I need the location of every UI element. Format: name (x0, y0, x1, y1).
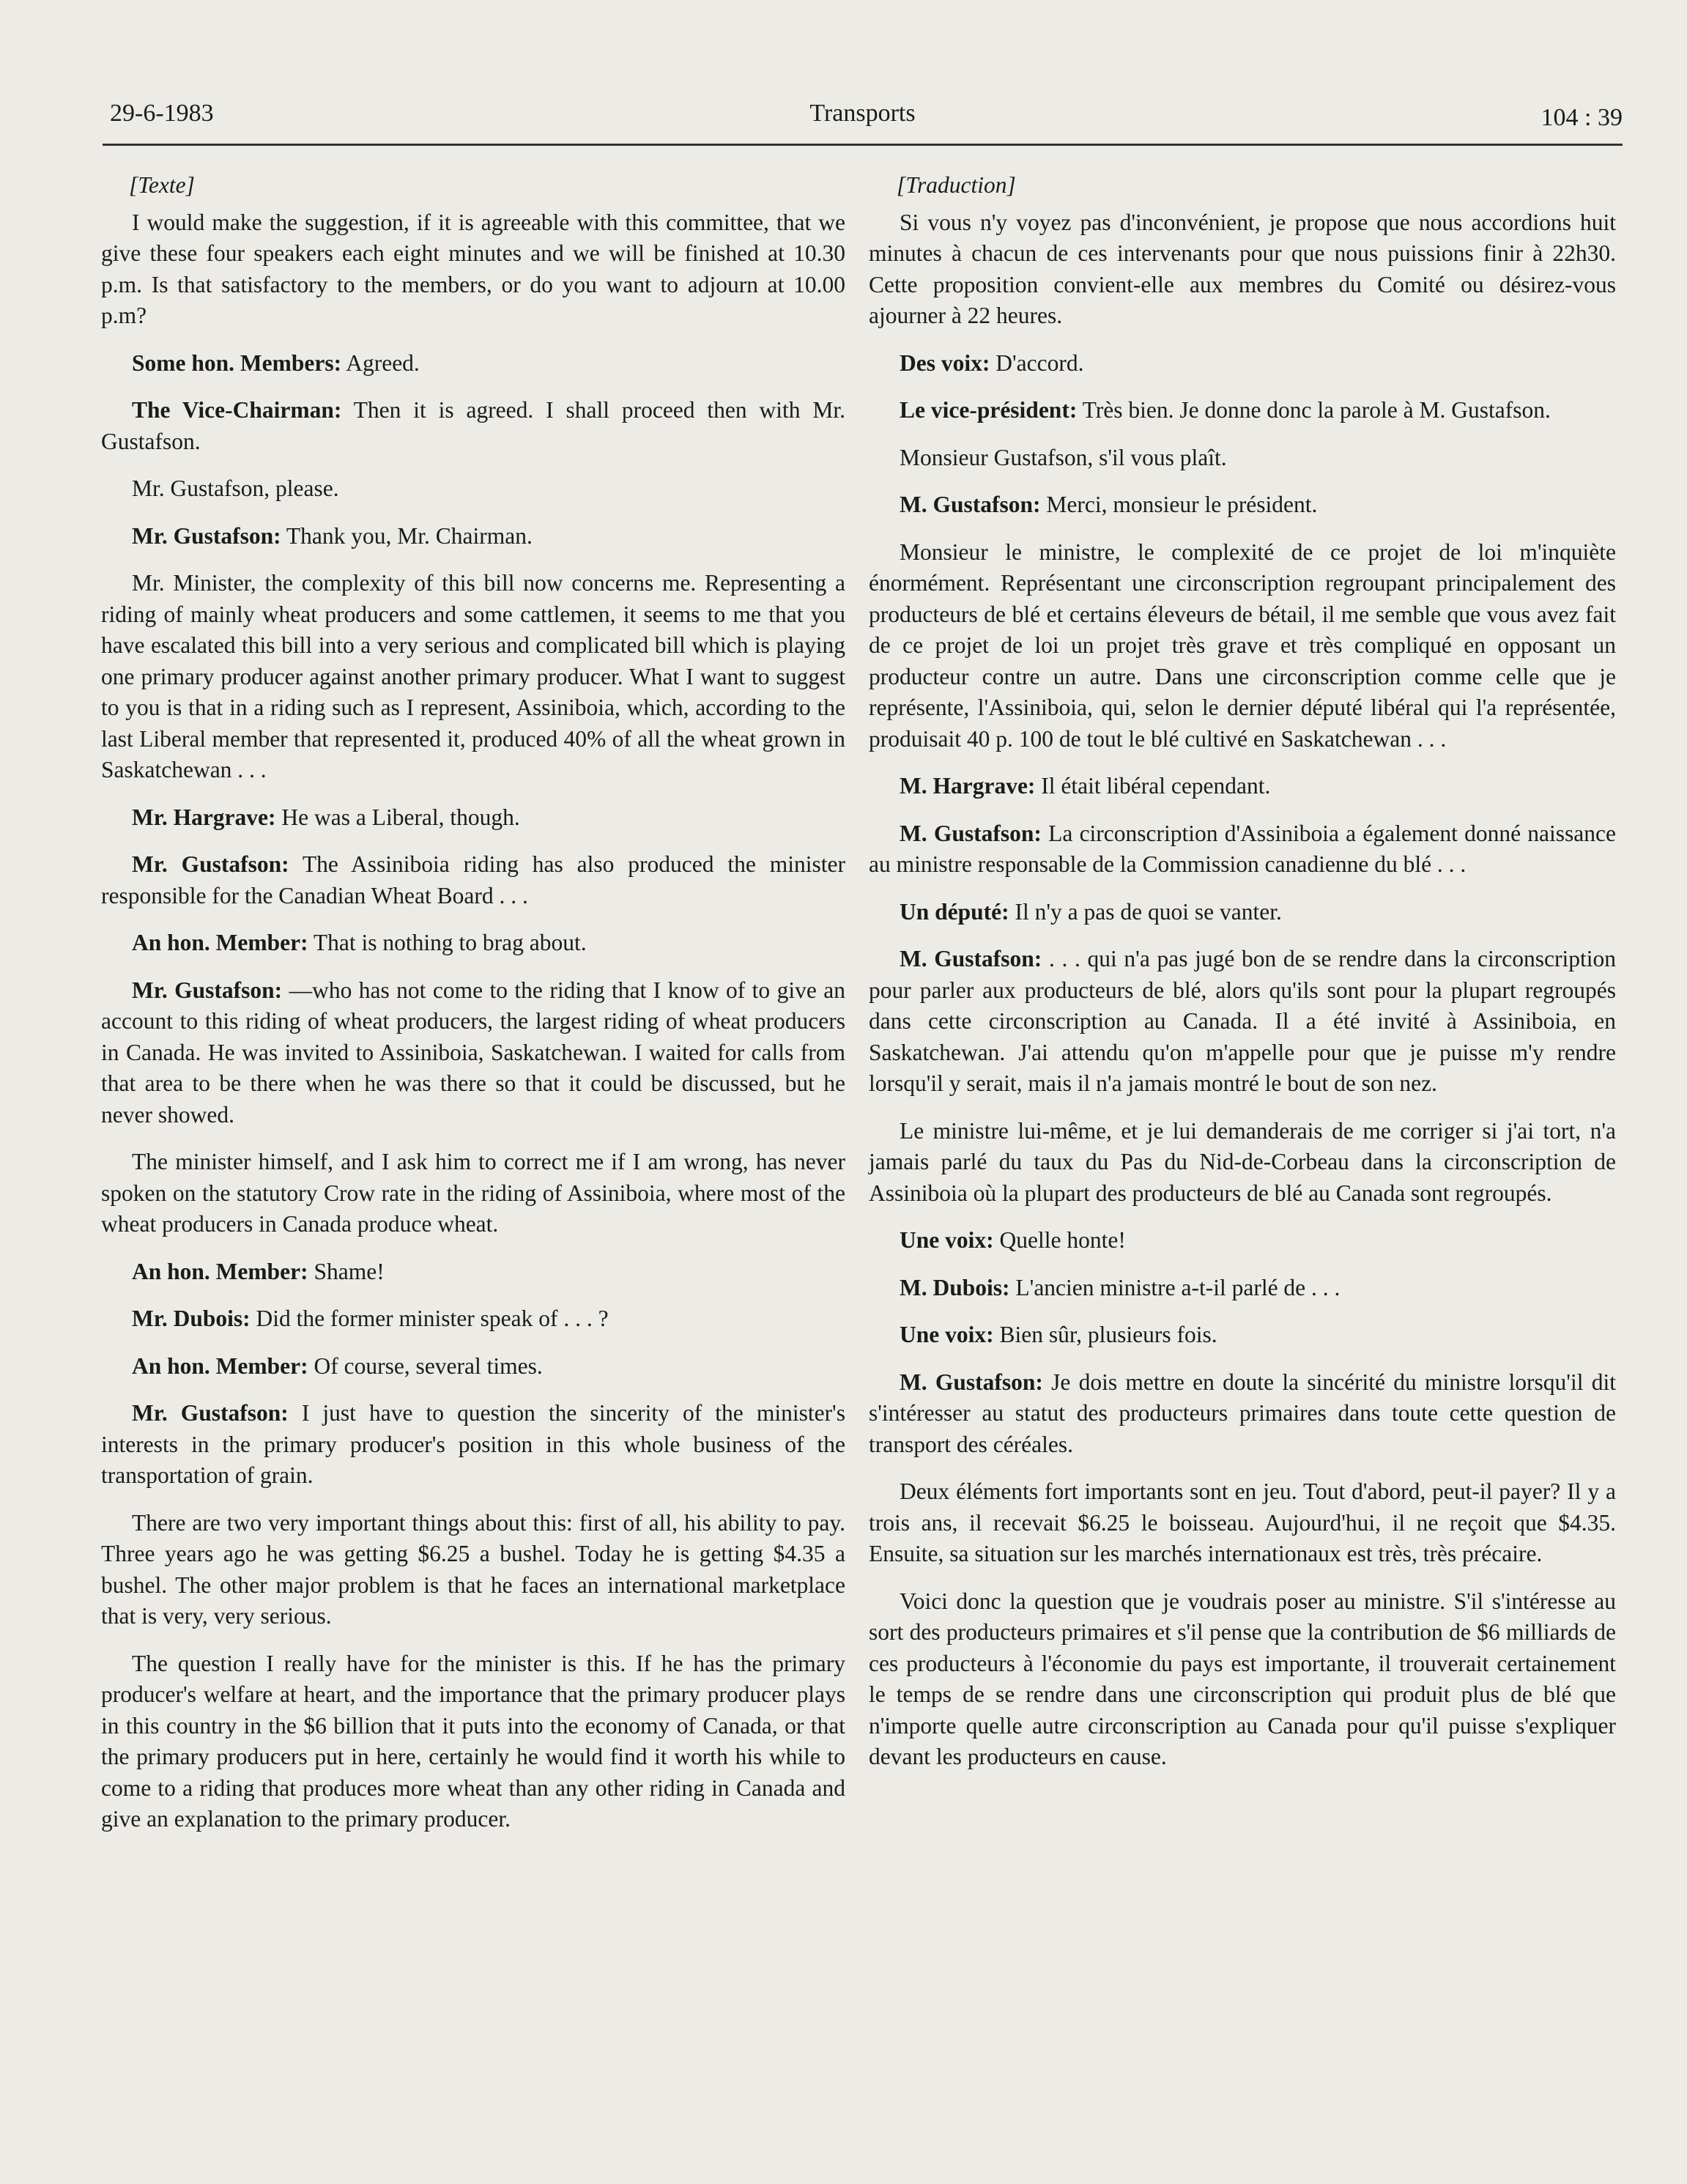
paragraph (869, 348, 1616, 380)
paragraph (869, 944, 1616, 1100)
paragraph-text: Il n'y a pas de quoi se vanter. (1009, 898, 1282, 925)
paragraph (869, 1116, 1616, 1210)
paragraph-text: The minister himself, and I ask him to correct me if I am wrong, has never spoken on the statutory Crow rate in the riding of Assiniboia, where most of the wheat producers in Canada produce wheat. (101, 1149, 845, 1237)
paragraph (869, 1319, 1616, 1351)
paragraph (869, 1273, 1616, 1304)
paragraph (101, 802, 845, 834)
speaker-name: Mr. Hargrave: (132, 804, 276, 830)
paragraph-text: That is nothing to brag about. (308, 930, 587, 955)
paragraph (101, 975, 845, 1131)
paragraph (101, 1351, 845, 1382)
paragraph (869, 1586, 1616, 1773)
speaker-name: Mr. Gustafson: (132, 977, 283, 1003)
speaker-name: Une voix: (900, 1227, 994, 1253)
paragraph (101, 521, 845, 552)
paragraph-text: Je dois mettre en doute la sincérité du ministre lorsqu'il dit s'intéresser au statut des producteurs primaires dans toute cette question de transport des céréales. (869, 1369, 1616, 1457)
header-date: 29-6-1983 (110, 100, 214, 127)
speaker-name: M. Dubois: (900, 1274, 1010, 1300)
paragraph (869, 489, 1616, 521)
paragraph-text: Très bien. Je donne donc la parole à M. Gustafson. (1077, 397, 1551, 423)
paragraph-text: Thank you, Mr. Chairman. (281, 522, 533, 549)
paragraph (101, 1256, 845, 1288)
paragraph-text: Merci, monsieur le président. (1040, 492, 1318, 517)
paragraph (869, 897, 1616, 928)
speaker-name: M. Gustafson: (900, 946, 1042, 971)
paragraph (869, 818, 1616, 881)
paragraph (869, 1225, 1616, 1256)
speaker-name: M. Gustafson: (900, 1369, 1043, 1395)
paragraph-text: Voici donc la question que je voudrais poser au ministre. S'il s'intéresse au sort des producteurs primaires et s'il pense que la contribution de $6 milliards de ces producteurs à l'économie du pays est importante, il trouverait certainement le temps de se rendre dans une circonscription qui produit plus de blé que n'importe quelle autre circonscription au Canada pour qu'il puisse s'expliquer devant les producteurs en cause. (869, 1588, 1616, 1769)
paragraph-text: L'ancien ministre a-t-il parlé de . . . (1009, 1274, 1341, 1300)
paragraph-text: There are two very important things about this: first of all, his ability to pay. Three years ago he was getting $6.25 a bushel. Today he is getting $4.35 a bushel. The other major problem is that he faces an international marketplace that is very, very serious. (101, 1509, 845, 1629)
paragraph (101, 849, 845, 911)
speaker-name: The Vice-Chairman: (132, 397, 342, 423)
paragraph-text: Mr. Gustafson, please. (132, 475, 339, 501)
speaker-name: Le vice-président: (900, 397, 1078, 423)
paragraph-text: Il était libéral cependant. (1035, 773, 1271, 799)
paragraph (101, 928, 845, 959)
paragraph-text: He was a Liberal, though. (275, 804, 520, 830)
column-label: [Traduction] (897, 172, 1016, 198)
speaker-name: Mr. Gustafson: (132, 1400, 289, 1426)
paragraph (869, 771, 1616, 802)
speaker-name: M. Gustafson: (900, 492, 1041, 517)
header-page-number: 104 : 39 (1540, 104, 1623, 131)
paragraph-text: Deux éléments fort importants sont en jeu. Tout d'abord, peut-il payer? Il y a trois ans, il recevait $6.25 le boisseau. Aujourd'hui, il ne reçoit que $4.35. Ensuite, sa situation sur les marchés internationaux est très, très précaire. (869, 1478, 1616, 1566)
speaker-name: M. Hargrave: (900, 773, 1036, 799)
speaker-name: Une voix: (900, 1322, 994, 1347)
speaker-name: Mr. Gustafson: (132, 522, 281, 549)
paragraph-text: Mr. Minister, the complexity of this bill now concerns me. Representing a riding of mainly wheat producers and some cattlemen, it seems to me that you have escalated this bill into a very serious and complicated bill which is playing one primary producer against another primary producer. What I want to suggest to you is that in a riding such as I represent, Assiniboia, which, according to the last Liberal member that represented it, produced 40% of all the wheat grown in Saskatchewan . . . (101, 570, 845, 782)
speaker-name: Some hon. Members: (132, 349, 342, 376)
paragraph-text: The question I really have for the minister is this. If he has the primary producer's welfare at heart, and the importance that the primary producer plays in this country in the $6 billion that it puts into the economy of Canada, or that the primary producers put in here, certainly he would find it worth his while to come to a riding that produces more wheat than any other riding in Canada and give an explanation to the primary producer. (101, 1650, 845, 1832)
paragraph (869, 1367, 1616, 1461)
column-label: [Texte] (129, 172, 195, 198)
paragraph-text: Bien sûr, plusieurs fois. (993, 1322, 1217, 1347)
paragraph-text: Le ministre lui-même, et je lui demanderais de me corriger si j'ai tort, n'a jamais parlé du taux du Pas du Nid-de-Corbeau dans la circonscription de Assiniboia où la plupart des producteurs de blé au Canada sont regroupés. (869, 1117, 1616, 1206)
paragraph-text: . . . qui n'a pas jugé bon de se rendre dans la circonscription pour parler aux producteurs de blé, alors qu'ils sont pour la plupart regroupés dans cette circonscription au Canada. Il a été invité à Assiniboia, en Saskatchewan. J'ai attendu qu'on m'appelle pour que je puisse m'y rendre lorsqu'il y serait, mais il n'a jamais montré le bout de son nez. (869, 946, 1616, 1096)
speaker-name: An hon. Member: (132, 1258, 308, 1284)
paragraph (869, 207, 1616, 332)
speaker-name: An hon. Member: (132, 930, 308, 955)
speaker-name: Un député: (900, 898, 1009, 925)
paragraph-text: Of course, several times. (308, 1352, 543, 1379)
paragraph (101, 1147, 845, 1240)
paragraph-text: La circonscription d'Assiniboia a également donné naissance au ministre responsable de la Commission canadienne du blé . . . (869, 820, 1616, 877)
paragraph (869, 443, 1616, 474)
paragraph-text: Monsieur Gustafson, s'il vous plaît. (900, 444, 1227, 470)
speaker-name: Mr. Dubois: (132, 1306, 251, 1331)
paragraph-text: I would make the suggestion, if it is agreeable with this committee, that we give these four speakers each eight minutes and we will be finished at 10.30 p.m. Is that satisfactory to the members, or do you want to adjourn at 10.00 p.m? (101, 209, 845, 328)
header-title: Transports (809, 100, 916, 127)
paragraph (869, 1476, 1616, 1570)
paragraph (101, 348, 845, 380)
paragraph (101, 1303, 845, 1335)
paragraph (101, 1398, 845, 1492)
english-column (101, 170, 845, 1851)
paragraph-text: Monsieur le ministre, le complexité de ce projet de loi m'inquiète énormément. Représentant une circonscription regroupant principalement des producteurs de blé et certains éleveurs de bétail, il me semble que vous avez fait de ce projet de loi un projet très grave et très compliqué en opposant un producteur contre un autre. Dans une circonscription comme celle que je représente, l'Assiniboia, qui, selon le dernier député libéral qui l'a représentée, produisait 40 p. 100 de tout le blé cultivé en Saskatchewan . . . (869, 538, 1616, 752)
paragraph-text: Quelle honte! (993, 1227, 1126, 1253)
paragraph (101, 1648, 845, 1835)
paragraph (101, 568, 845, 786)
paragraph (869, 395, 1616, 426)
french-column (869, 170, 1616, 1789)
paragraph-text: Then it is agreed. I shall proceed then with Mr. Gustafson. (101, 397, 845, 454)
paragraph (101, 207, 845, 332)
paragraph (101, 1508, 845, 1632)
french-paragraphs (869, 207, 1616, 1773)
paragraph-text: —who has not come to the riding that I know of to give an account to this riding of wheat producers, the largest riding of wheat producers in Canada. He was invited to Assiniboia, Saskatchewan. I waited for calls from that area to be there when he was there so that it could be discussed, but he never showed. (101, 977, 845, 1128)
speaker-name: Mr. Gustafson: (132, 851, 289, 877)
page-header (103, 100, 1623, 146)
paragraph (101, 473, 845, 505)
paragraph (101, 395, 845, 457)
paragraph-text: Shame! (308, 1258, 385, 1284)
paragraph-text: I just have to question the sincerity of the minister's interests in the primary producer's position in this whole business of the transportation of grain. (101, 1400, 845, 1488)
english-paragraphs (101, 207, 845, 1835)
paragraph-text: D'accord. (990, 349, 1084, 376)
speaker-name: M. Gustafson: (900, 820, 1042, 846)
paragraph (869, 537, 1616, 755)
speaker-name: An hon. Member: (132, 1352, 308, 1379)
paragraph-text: Si vous n'y voyez pas d'inconvénient, je propose que nous accordions huit minutes à chacun de ces intervenants pour que nous puissions finir à 22h30. Cette proposition convient-elle aux membres du Comité ou désirez-vous ajourner à 22 heures. (869, 209, 1616, 328)
paragraph-text: The Assiniboia riding has also produced the minister responsible for the Canadian Wheat Board . . . (101, 851, 845, 908)
paragraph-text: Did the former minister speak of . . . ? (250, 1306, 609, 1331)
paragraph-text: Agreed. (341, 349, 420, 376)
speaker-name: Des voix: (900, 349, 990, 376)
